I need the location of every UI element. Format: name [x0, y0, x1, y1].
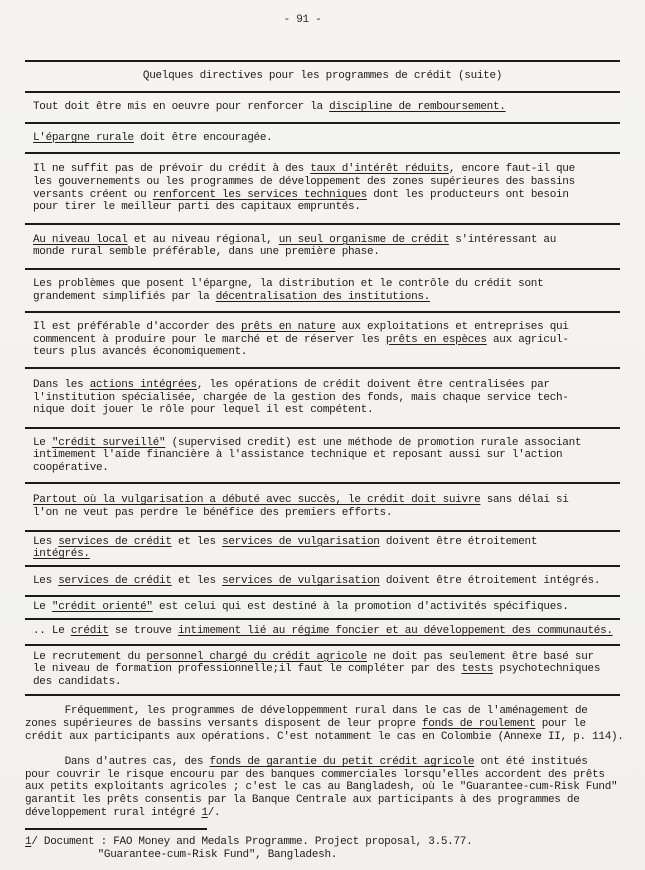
text-line: Au niveau local et au niveau régional, un seul organisme de crédit s'intéressant au — [33, 233, 557, 246]
text-line: Les services de crédit et les services de vulgarisation doivent être étroitement — [33, 535, 538, 548]
text-line: des candidats. — [33, 675, 122, 688]
table-title-text: Quelques directives pour les programmes de crédit (suite) — [142, 69, 503, 82]
text-line: aux petits exploitants agricoles ; c'est le cas au Bangladesh, où le "Guarantee-cum-Risk Fund" — [25, 781, 618, 794]
text-line: Tout doit être mis en oeuvre pour renforcer la discipline de remboursement. — [33, 101, 506, 114]
text-line: "Guarantee-cum-Risk Fund", Bangladesh. — [97, 848, 338, 861]
table-row — [25, 565, 620, 596]
table-row — [25, 482, 620, 529]
text-line: zones supérieures de bassins versants disposent de leur propre fonds de roulement pour le — [25, 718, 586, 730]
text-line: commencent à produire pour le marché et de réserver les prêts en espèces aux agricul- — [33, 333, 569, 346]
text-line: teurs plus avancés économiquement. — [33, 346, 248, 359]
text-line: nique doit jouer le rôle pour lequel il est compétent. — [33, 404, 374, 417]
table-row — [25, 268, 620, 311]
table-row — [25, 223, 620, 268]
table-row — [25, 367, 620, 427]
table-row — [25, 595, 620, 618]
text-line: L'épargne rurale doit être encouragée. — [33, 131, 273, 144]
text-line: le niveau de formation professionnelle;il faut le compléter par des tests psychotechniques — [33, 663, 601, 676]
text-line: l'on ne veut pas perdre le bénéfice des premiers efforts. — [33, 507, 393, 520]
text-line: développement rural intégré 1/. — [25, 806, 221, 819]
text-line: Le recrutement du personnel chargé du crédit agricole ne doit pas seulement être basé sur — [33, 650, 594, 663]
text-line: Le "crédit orienté" est celui qui est destiné à la promotion d'activités spécifiques. — [33, 601, 569, 614]
text-line: pour tirer le meilleur parti des capitaux empruntés. — [33, 201, 361, 214]
text-line: intimement l'aide financière à l'assistance technique et reposant aussi sur l'action — [33, 449, 563, 462]
text-line: coopérative. — [33, 461, 109, 474]
text-line: .. Le crédit se trouve intimement lié au régime foncier et au développement des communautés. — [33, 625, 613, 638]
text-line: Dans les actions intégrées, les opérations de crédit doivent être centralisées par — [33, 378, 550, 391]
body-text — [25, 705, 637, 819]
text-line: versants créent ou renforcent les services techniques dont les producteurs ont besoin — [33, 188, 569, 201]
table-rows — [25, 93, 620, 694]
paragraph-fonds-de-roulement — [25, 705, 637, 743]
directives-table — [25, 60, 620, 697]
text-line: pour couvrir le risque encouru par des banques commerciales lorsqu'elles accordent des prêts — [25, 768, 605, 781]
text-line: grandement simplifiés par la décentralisation des institutions. — [33, 290, 430, 303]
text-line: l'institution spécialisée, chargée de la gestion des fonds, mais chaque service tech- — [33, 391, 569, 404]
table-title — [25, 62, 620, 94]
table-row — [25, 152, 620, 222]
text-line: Les services de crédit et les services de vulgarisation doivent être étroitement intégrés. — [33, 574, 601, 587]
text-line: Il est préférable d'accorder des prêts en nature aux exploitations et entreprises qui — [33, 321, 569, 334]
text-line: Il ne suffit pas de prévoir du crédit à des taux d'intérêt réduits, encore faut-il que — [33, 163, 575, 176]
text-line: Partout où la vulgarisation a débuté avec succès, le crédit doit suivre sans délai si — [33, 494, 569, 507]
text-line: Le "crédit surveillé" (supervised credit) est une méthode de promotion rurale associant — [33, 436, 582, 449]
text-line: 1/ Document : FAO Money and Medals Programme. Project proposal, 3.5.77. — [25, 836, 473, 849]
table-row — [25, 644, 620, 695]
table-row — [25, 122, 620, 153]
table-row — [25, 93, 620, 122]
page-number: - 91 - — [283, 14, 322, 26]
text-line: crédit aux participants aux opérations. C'est notamment le cas en Colombie (Annexe II, p. 114). — [25, 730, 624, 743]
table-row — [25, 427, 620, 483]
text-line: Fréquemment, les programmes de développemment rural dans le cas de l'aménagement de — [64, 705, 588, 718]
text-line: intégrés. — [33, 548, 90, 561]
text-line: Dans d'autres cas, des fonds de garantie du petit crédit agricole ont été institués — [64, 756, 588, 769]
footnote-block — [25, 828, 645, 861]
text-line: monde rural semble préférable, dans une première phase. — [33, 246, 380, 259]
table-row — [25, 618, 620, 644]
footnote-text — [25, 836, 645, 861]
text-line: Les problèmes que posent l'épargne, la distribution et le contrôle du crédit sont — [33, 277, 544, 290]
text-line: les gouvernements ou les programmes de développement des zones supérieures des bassins — [33, 175, 575, 188]
table-row — [25, 311, 620, 367]
table-row — [25, 530, 620, 565]
text-line: garantit les prêts consentis par la Banque Centrale aux participants à des programmes de — [25, 793, 580, 806]
paragraph-fonds-de-garantie — [25, 756, 637, 819]
footnote-separator — [25, 828, 207, 830]
